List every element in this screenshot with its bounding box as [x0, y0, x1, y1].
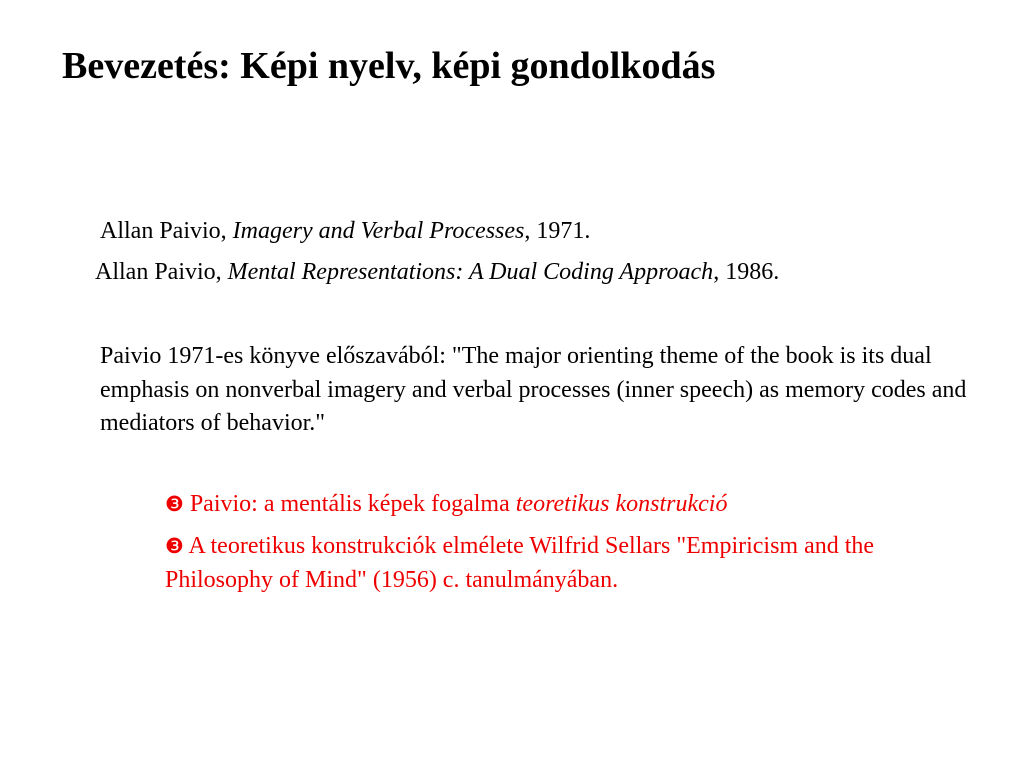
reference-2-year: , 1986. [713, 259, 780, 285]
slide-title: Bevezetés: Képi nyelv, képi gondolkodás [62, 45, 716, 87]
bullet-2 [165, 530, 965, 597]
reference-2-author: Allan Paivio, [95, 259, 228, 285]
reference-2-work: Mental Representations: A Dual Coding Approach [227, 259, 714, 285]
bullet-1-emphasis: teoretikus konstrukció [515, 491, 728, 517]
reference-1-author: Allan Paivio, [100, 218, 233, 244]
reference-1-year: , 1971. [524, 218, 591, 244]
preface-quote: Paivio 1971-es könyve előszavából: "The major orienting theme of the book is its dual emphasis on nonverbal imagery and verbal processes (inner speech) as memory codes and mediators of behavior." [100, 343, 967, 436]
bullet-1 [165, 488, 965, 522]
bullet-1-marker-icon: ❸ [165, 492, 184, 516]
bullet-1-text: Paivio: a mentális képek fogalma [183, 491, 516, 517]
reference-2 [95, 258, 779, 287]
reference-1 [100, 217, 590, 246]
bullet-2-marker-icon: ❸ [165, 534, 184, 558]
bullet-2-text: A teoretikus konstrukciók elmélete Wilfrid Sellars "Empiricism and the Philosophy of Mind" (1956) c. tanulmányában. [165, 533, 875, 593]
reference-1-work: Imagery and Verbal Processes [232, 218, 525, 244]
